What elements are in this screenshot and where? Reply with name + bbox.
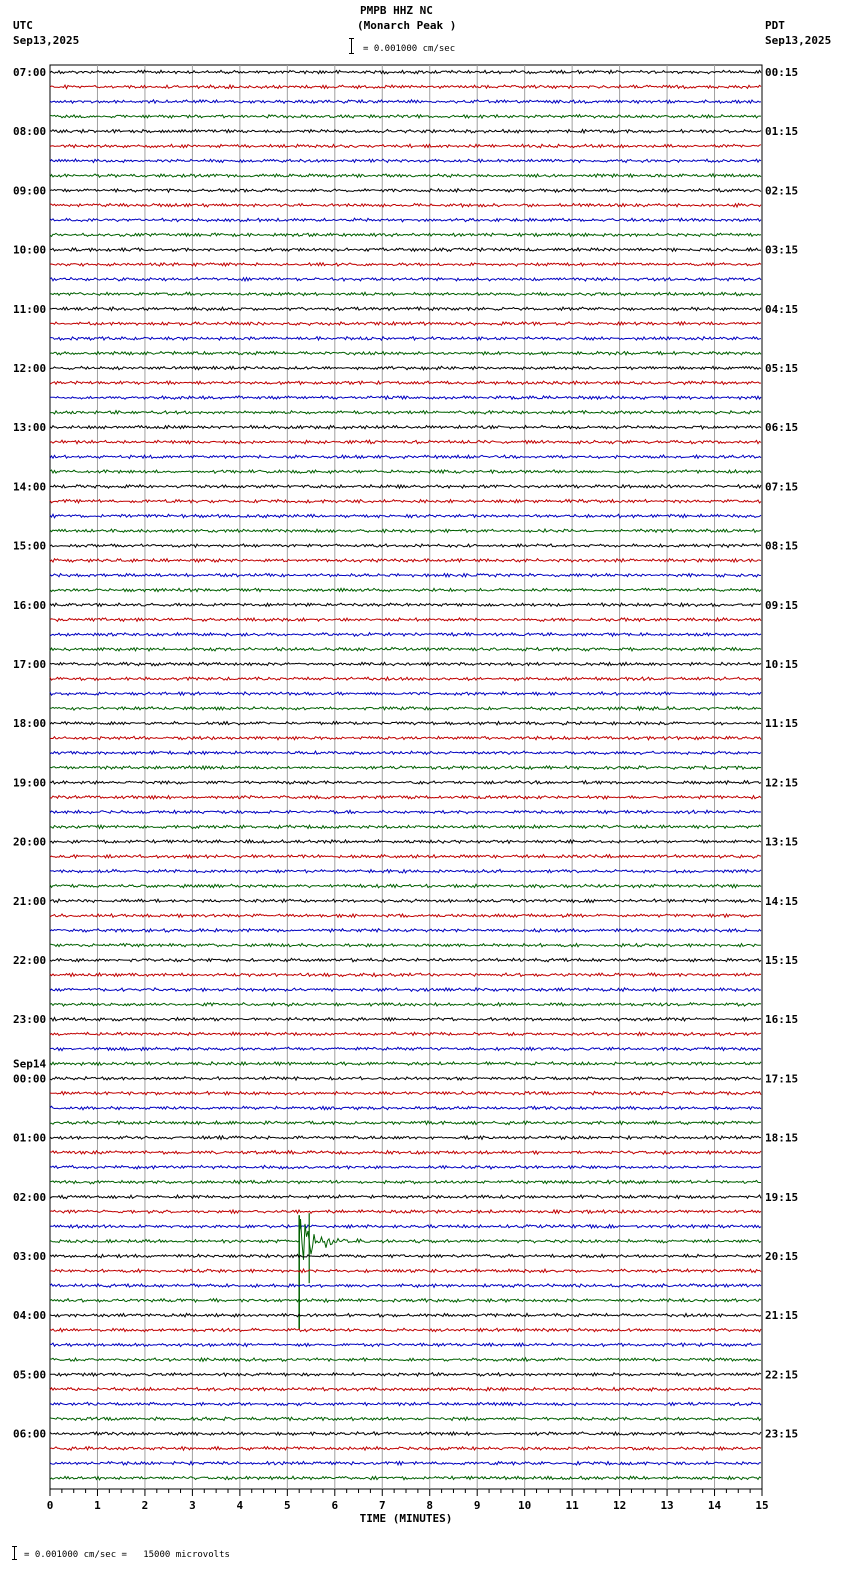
seismic-trace — [50, 411, 761, 414]
left-date: Sep13,2025 — [13, 34, 80, 47]
seismic-trace — [50, 825, 761, 828]
pdt-hour-label: 08:15 — [765, 539, 799, 553]
pdt-hour-label: 13:15 — [765, 835, 799, 849]
seismic-trace — [50, 500, 761, 503]
seismic-trace — [50, 1358, 761, 1362]
seismic-trace — [50, 973, 761, 977]
utc-hour-label: 04:00 — [13, 1309, 47, 1323]
right-timezone: PDT — [765, 19, 785, 32]
seismic-trace — [50, 662, 761, 666]
seismic-trace — [50, 1432, 761, 1436]
scale-label: = 0.001000 cm/sec — [363, 44, 456, 54]
x-tick-label: 0 — [46, 1499, 54, 1512]
date-change-label: Sep14 — [13, 1057, 47, 1071]
seismic-trace — [50, 796, 761, 800]
x-tick-label: 1 — [94, 1499, 101, 1512]
seismic-trace — [50, 766, 761, 770]
seismic-trace — [50, 1077, 761, 1081]
x-tick-label: 15 — [755, 1499, 769, 1512]
seismic-trace — [50, 248, 761, 251]
utc-hour-label: 20:00 — [13, 835, 47, 849]
pdt-hour-label: 10:15 — [765, 658, 799, 671]
seismic-trace — [50, 544, 761, 548]
seismic-trace — [50, 647, 761, 651]
seismic-trace — [50, 218, 761, 222]
seismic-trace — [50, 943, 761, 947]
seismic-trace — [50, 352, 761, 355]
seismic-trace — [50, 899, 761, 902]
pdt-hour-label: 01:15 — [765, 125, 799, 139]
seismic-trace — [50, 514, 761, 518]
seismic-trace — [50, 396, 761, 400]
seismic-trace — [50, 1210, 761, 1213]
x-tick-label: 13 — [660, 1499, 674, 1512]
utc-hour-label: 09:00 — [13, 184, 47, 198]
x-tick-label: 4 — [236, 1499, 244, 1512]
utc-hour-label: 05:00 — [13, 1368, 47, 1382]
seismic-trace — [50, 1003, 761, 1007]
seismic-trace — [50, 914, 761, 917]
seismic-trace — [50, 1136, 761, 1140]
seismic-trace — [50, 677, 761, 681]
seismic-trace — [50, 588, 761, 591]
seismic-trace — [50, 529, 761, 533]
seismic-trace — [50, 1106, 761, 1110]
seismic-trace — [50, 751, 761, 754]
seismic-trace — [50, 189, 761, 193]
x-tick-label: 12 — [612, 1499, 627, 1512]
seismic-trace — [50, 115, 761, 119]
utc-hour-label: 15:00 — [13, 539, 47, 553]
seismic-trace — [50, 233, 761, 237]
utc-hour-label: 17:00 — [13, 658, 47, 671]
seismic-trace — [50, 1328, 761, 1332]
pdt-hour-label: 11:15 — [765, 717, 799, 731]
pdt-hour-label: 15:15 — [765, 954, 799, 967]
x-tick-label: 7 — [378, 1499, 386, 1512]
seismic-trace — [50, 1018, 761, 1021]
x-tick-label: 10 — [518, 1499, 532, 1512]
seismic-trace — [50, 1165, 761, 1169]
pdt-hour-label: 00:15 — [765, 66, 799, 79]
station-location: (Monarch Peak ) — [357, 19, 457, 32]
pdt-hour-label: 05:15 — [765, 362, 799, 375]
x-tick-label: 5 — [284, 1499, 291, 1512]
seismic-trace — [50, 840, 761, 844]
x-tick-label: 6 — [331, 1499, 339, 1512]
right-date: Sep13,2025 — [765, 34, 832, 47]
seismic-trace — [50, 1299, 761, 1303]
seismic-trace — [50, 603, 761, 607]
x-tick-label: 14 — [707, 1499, 722, 1512]
seismic-trace — [50, 100, 761, 104]
seismic-trace — [50, 1047, 761, 1051]
seismic-trace — [50, 1225, 761, 1229]
seismic-trace — [50, 85, 761, 89]
utc-hour-label: 08:00 — [13, 125, 47, 139]
seismic-trace — [50, 425, 761, 429]
seismic-trace — [50, 70, 761, 73]
utc-hour-label: 19:00 — [13, 776, 47, 790]
seismic-trace — [50, 810, 761, 814]
seismic-trace — [50, 278, 761, 282]
pdt-hour-label: 18:15 — [765, 1131, 799, 1145]
seismic-trace — [50, 884, 761, 888]
utc-hour-label: 11:00 — [13, 302, 47, 316]
seismic-trace — [50, 1195, 761, 1199]
pdt-hour-label: 16:15 — [765, 1013, 799, 1027]
seismic-trace — [50, 1151, 761, 1155]
seismic-trace — [50, 1417, 761, 1421]
footer-scale-icon — [12, 1546, 18, 1560]
seismic-trace — [50, 1313, 761, 1317]
seismic-trace — [50, 781, 761, 785]
x-tick-label: 3 — [189, 1499, 196, 1512]
pdt-hour-label: 06:15 — [765, 421, 799, 435]
seismic-trace — [50, 1032, 761, 1036]
seismic-trace — [50, 307, 761, 311]
seismic-trace — [50, 1269, 761, 1273]
pdt-hour-label: 04:15 — [765, 302, 799, 316]
seismic-trace — [50, 440, 761, 444]
pdt-hour-label: 23:15 — [765, 1427, 799, 1441]
seismic-trace — [50, 1180, 761, 1184]
utc-hour-label: 01:00 — [13, 1131, 47, 1145]
pdt-hour-label: 02:15 — [765, 184, 799, 198]
seismic-trace — [50, 1402, 761, 1405]
utc-hour-label: 07:00 — [13, 66, 47, 79]
seismic-trace — [50, 736, 761, 740]
utc-hour-label: 03:00 — [13, 1250, 47, 1263]
seismic-trace — [50, 144, 761, 148]
utc-hour-label: 18:00 — [13, 717, 47, 731]
utc-hour-label: 21:00 — [13, 894, 47, 908]
seismic-trace — [50, 692, 761, 696]
utc-hour-label: 23:00 — [13, 1013, 47, 1027]
seismic-trace — [50, 366, 761, 370]
utc-hour-label: 14:00 — [13, 480, 47, 494]
seismic-trace — [50, 1062, 761, 1066]
seismic-trace — [50, 322, 761, 326]
utc-hour-label: 10:00 — [13, 243, 47, 257]
station-title: PMPB HHZ NC — [360, 4, 433, 17]
seismic-trace — [50, 159, 761, 163]
utc-hour-label: 16:00 — [13, 598, 47, 612]
seismic-trace — [50, 929, 761, 933]
pdt-hour-label: 12:15 — [765, 776, 799, 790]
seismic-trace — [50, 618, 761, 622]
seismic-trace — [50, 574, 761, 577]
seismic-trace — [50, 263, 761, 267]
seismic-trace — [50, 1373, 761, 1376]
seismic-trace — [50, 174, 761, 178]
left-timezone: UTC — [13, 19, 33, 32]
utc-hour-label: 02:00 — [13, 1190, 47, 1204]
seismic-trace — [50, 455, 761, 459]
x-tick-label: 11 — [565, 1499, 579, 1512]
seismic-trace — [50, 485, 761, 489]
seismic-trace — [50, 1284, 761, 1288]
utc-hour-label: 06:00 — [13, 1427, 47, 1441]
seismic-trace — [50, 958, 761, 962]
pdt-hour-label: 14:15 — [765, 894, 799, 908]
utc-hour-label: 22:00 — [13, 954, 47, 967]
pdt-hour-label: 19:15 — [765, 1190, 799, 1204]
seismic-trace — [50, 381, 761, 385]
pdt-hour-label: 07:15 — [765, 480, 799, 494]
pdt-hour-label: 21:15 — [765, 1309, 799, 1323]
utc-hour-label: 12:00 — [13, 362, 47, 375]
seismic-trace — [50, 1476, 761, 1480]
seismic-trace — [50, 1447, 761, 1451]
pdt-hour-label: 20:15 — [765, 1250, 799, 1263]
seismic-trace — [50, 722, 761, 726]
seismic-trace — [50, 559, 761, 563]
utc-hour-label: 00:00 — [13, 1072, 47, 1086]
x-tick-label: 8 — [426, 1499, 434, 1512]
x-tick-label: 2 — [141, 1499, 149, 1512]
seismic-trace — [50, 1343, 761, 1346]
seismic-trace — [50, 855, 761, 859]
x-axis-label: TIME (MINUTES) — [359, 1512, 453, 1525]
seismic-trace — [50, 292, 761, 296]
seismic-trace — [50, 1091, 761, 1095]
seismic-trace — [50, 633, 761, 637]
pdt-hour-label: 03:15 — [765, 243, 799, 257]
seismic-trace — [50, 204, 761, 208]
seismic-trace — [50, 337, 761, 341]
pdt-hour-label: 22:15 — [765, 1368, 799, 1382]
pdt-hour-label: 17:15 — [765, 1072, 799, 1086]
seismic-trace — [50, 470, 761, 474]
seismic-trace — [50, 1462, 761, 1466]
footer-scale-note: = 0.001000 cm/sec = 15000 microvolts — [24, 1550, 230, 1560]
x-tick-label: 9 — [473, 1499, 481, 1512]
seismic-trace — [50, 988, 761, 992]
seismic-trace — [50, 707, 761, 711]
seismic-trace — [50, 1121, 761, 1125]
utc-hour-label: 13:00 — [13, 421, 47, 435]
seismic-trace — [50, 869, 761, 873]
seismic-trace — [50, 130, 761, 134]
seismic-trace — [50, 1388, 761, 1391]
pdt-hour-label: 09:15 — [765, 598, 799, 612]
seismic-trace — [50, 1254, 761, 1258]
